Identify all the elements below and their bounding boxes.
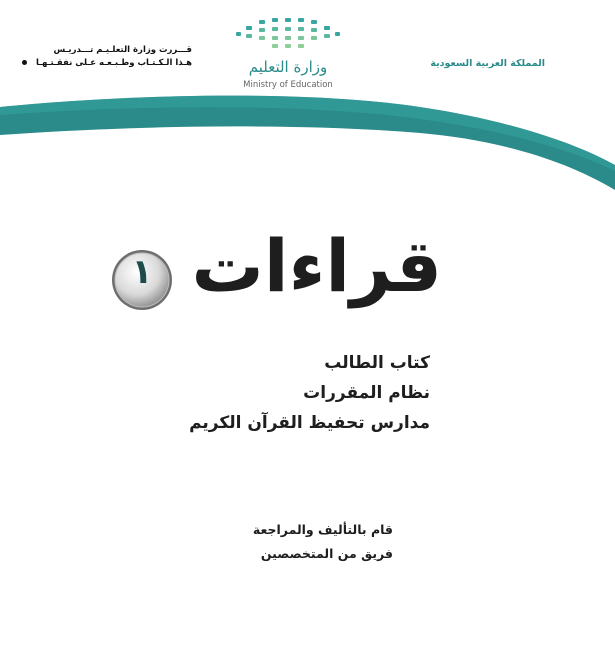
author-team: فريق من المتخصصين: [260, 546, 393, 561]
ministry-logo: [228, 14, 358, 92]
ministry-decree: [22, 44, 192, 70]
cover-subtitles: [189, 348, 430, 438]
course-system: نظام المقررات: [303, 383, 430, 403]
teal-swoosh-banner: [0, 95, 615, 205]
school-type: مدارس تحفيظ القرآن الكريم: [189, 413, 430, 433]
kingdom-name: المملكة العربية السعودية: [430, 58, 545, 69]
book-type: كتاب الطالب: [324, 353, 430, 373]
decree-line-1: قـــررت وزارة التعلـيـم تـــدريـس: [53, 45, 192, 55]
volume-number: ١: [131, 252, 153, 292]
ministry-dots-icon: [228, 14, 348, 54]
authored-by: قام بالتأليف والمراجعة: [252, 522, 393, 537]
bullet-dot-icon: [22, 60, 27, 65]
cover-title-block: [100, 224, 460, 328]
ministry-name-ar: وزارة التعليم: [248, 58, 328, 76]
ministry-name-en: Ministry of Education: [243, 80, 333, 90]
authorship: [253, 518, 393, 566]
page-header: [0, 0, 615, 100]
decree-line-2: هـذا الـكـتـاب وطـبـعـه عـلى نفقـتـهـا: [35, 58, 192, 68]
book-title: قراءات: [191, 224, 442, 308]
